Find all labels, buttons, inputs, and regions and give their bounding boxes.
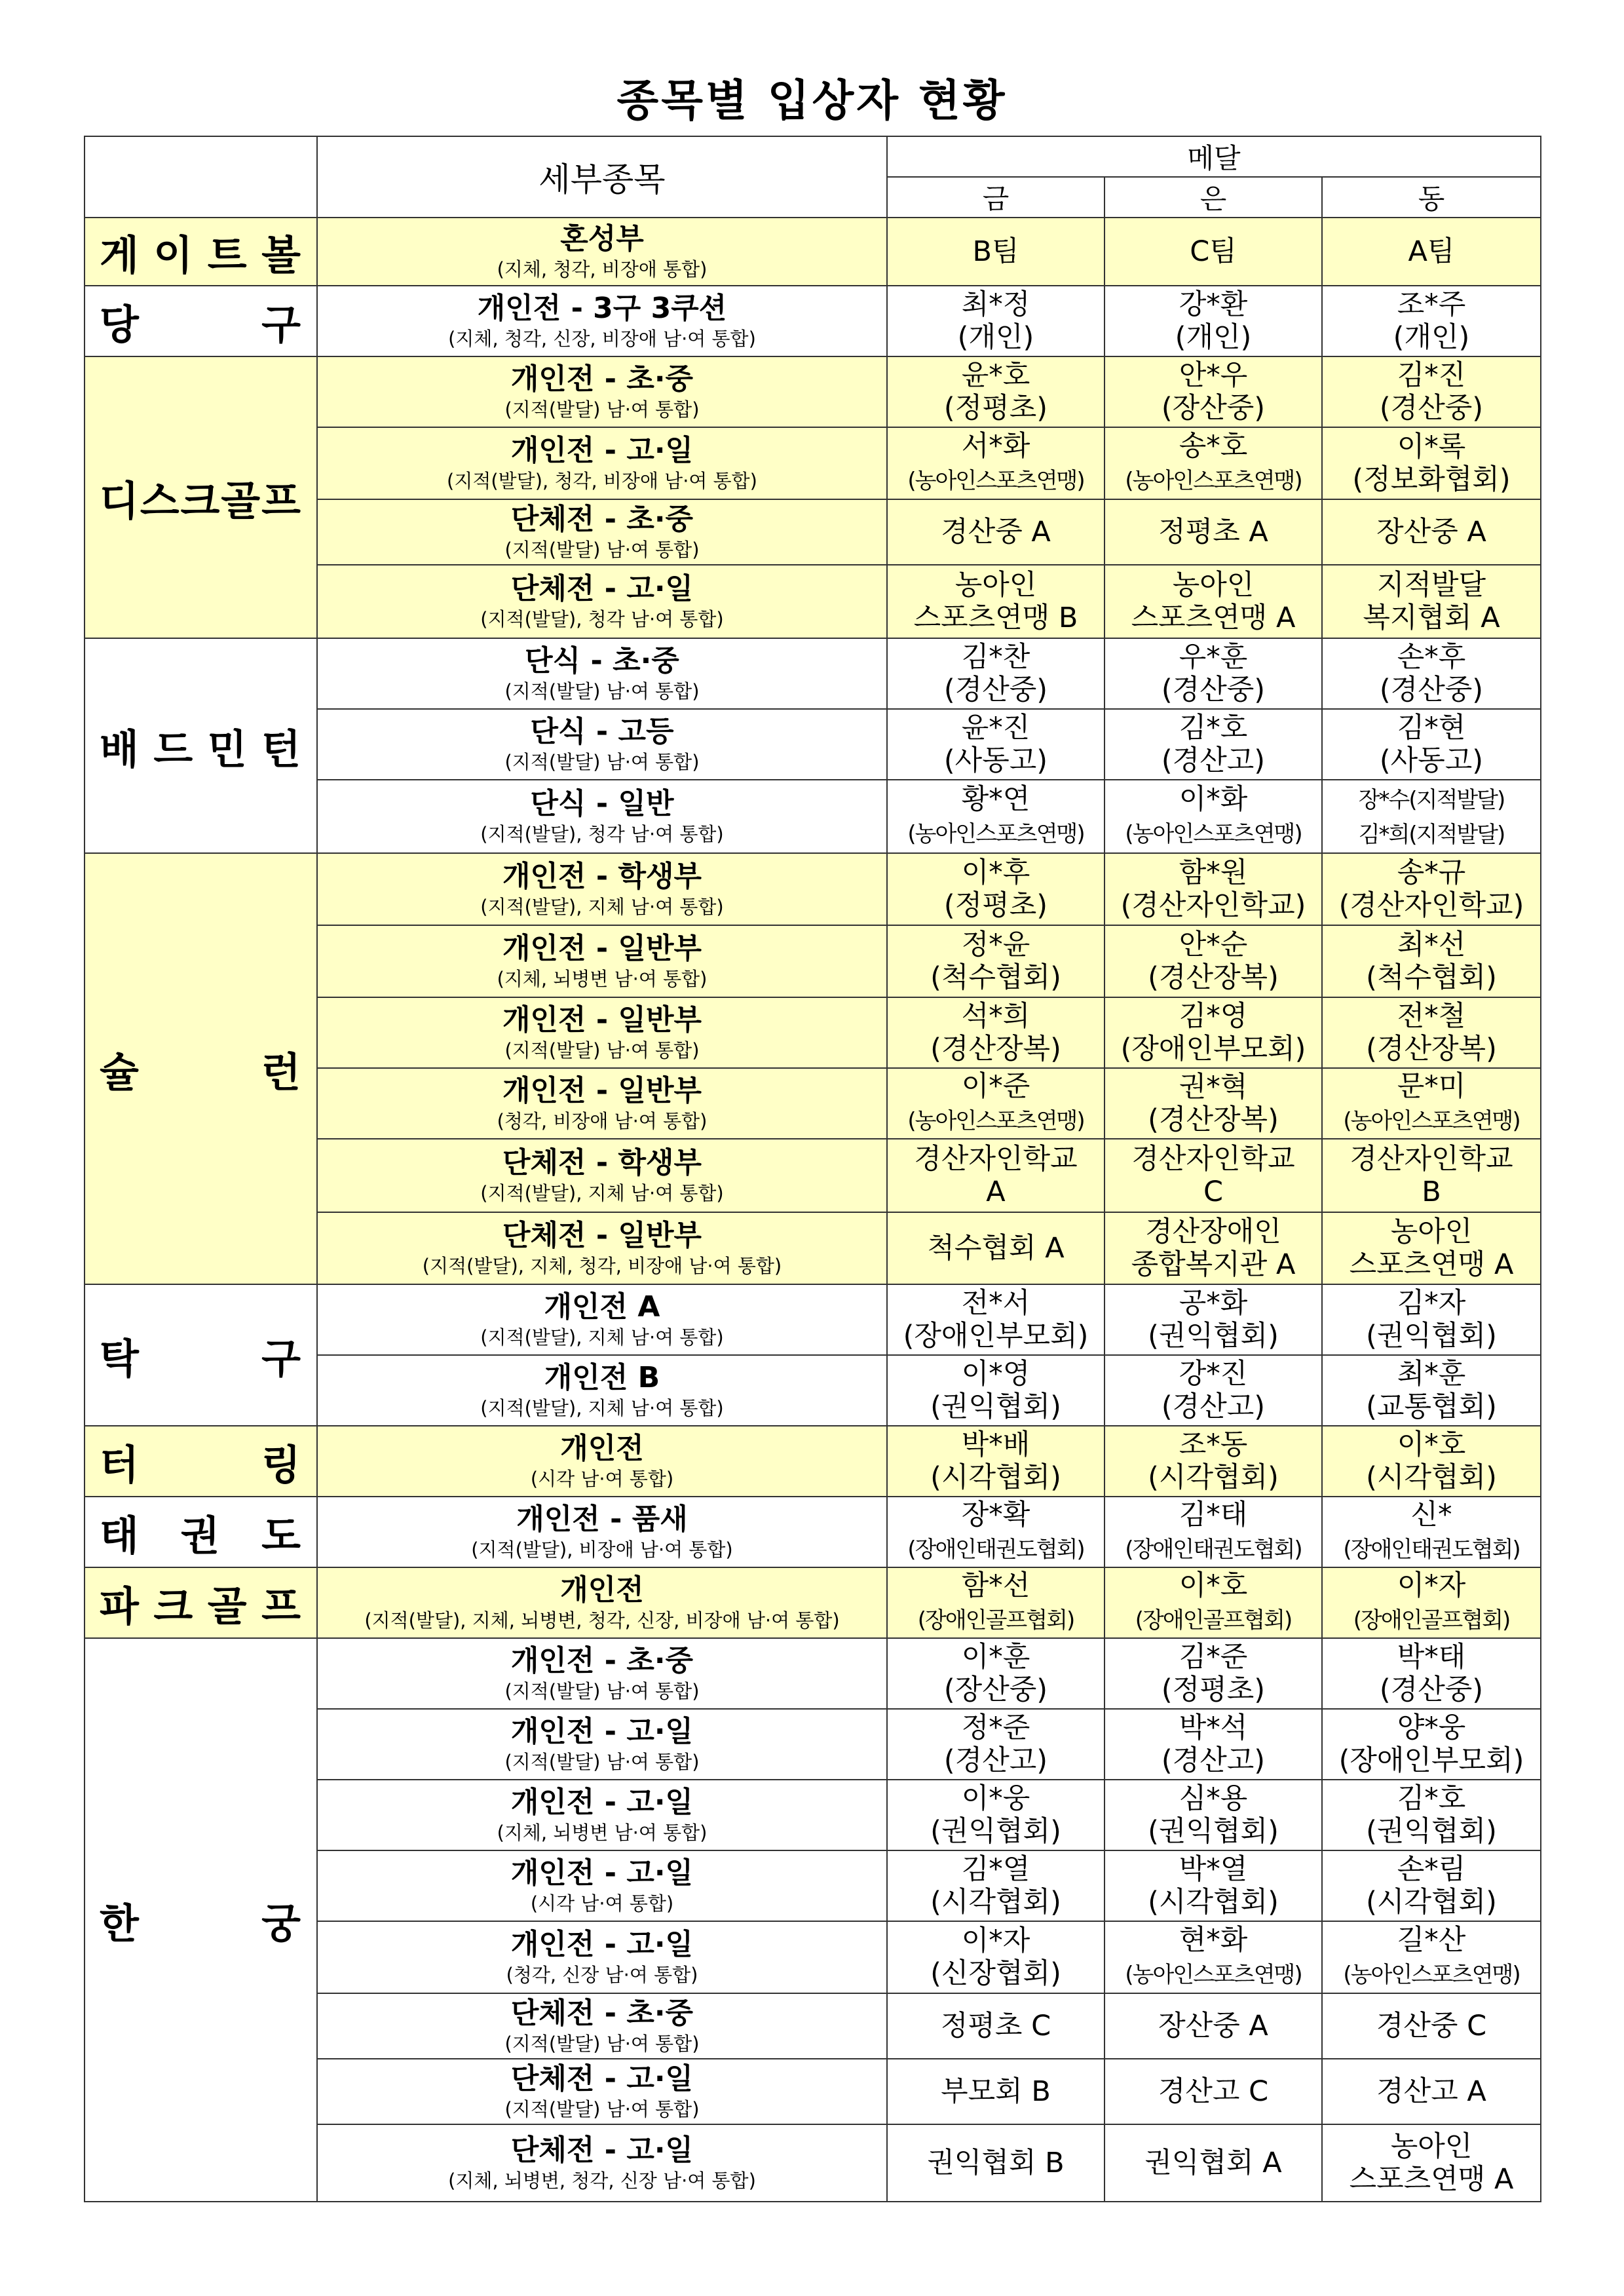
silver-medalist: 조*동 (시각협회) bbox=[1105, 1426, 1322, 1497]
bronze-medalist bbox=[1322, 1068, 1541, 1139]
event-cell bbox=[317, 853, 887, 925]
event-name: 개인전 - 품새 bbox=[516, 1502, 688, 1536]
sport-name-char: 크 bbox=[180, 476, 220, 525]
event-cell bbox=[317, 1497, 887, 1567]
bronze-medalist: 경산자인학교 B bbox=[1322, 1139, 1541, 1212]
medalist-line: 이*자 bbox=[1397, 1569, 1466, 1602]
sport-name-char: 도 bbox=[261, 1511, 301, 1559]
sport-name-char: 프 bbox=[261, 476, 301, 525]
medalist-line: (농아인스포츠연맹) bbox=[1125, 820, 1302, 847]
sport-name-char: 구 bbox=[261, 1334, 301, 1383]
gold-medalist: 권익협회 B bbox=[887, 2124, 1105, 2202]
event-eligibility-note: (지적(발달) 남·여 통합) bbox=[504, 1039, 700, 1062]
event-name: 개인전 B bbox=[544, 1361, 660, 1394]
event-eligibility-note: (지적(발달) 남·여 통합) bbox=[504, 2033, 700, 2055]
event-cell bbox=[317, 1426, 887, 1497]
sport-name-char: 배 bbox=[100, 725, 139, 773]
gold-medalist: 부모회 B bbox=[887, 2059, 1105, 2124]
table-body bbox=[85, 218, 1541, 2202]
header-bronze: 동 bbox=[1322, 177, 1541, 218]
gold-medalist: 김*찬 (경산중) bbox=[887, 638, 1105, 709]
gold-medalist: 석*희 (경산장복) bbox=[887, 997, 1105, 1068]
event-cell bbox=[317, 218, 887, 286]
event-name: 개인전 bbox=[560, 1432, 644, 1465]
medalist-line: (농아인스포츠연맹) bbox=[907, 1107, 1084, 1134]
sport-name bbox=[85, 1426, 317, 1497]
medalist-line: 이*호 bbox=[1179, 1569, 1248, 1602]
event-name: 단체전 - 초·중 bbox=[510, 1997, 694, 2030]
medalist-line: 이*준 bbox=[961, 1069, 1030, 1103]
sport-name-char: 드 bbox=[153, 725, 193, 773]
sport-name-char: 크 bbox=[153, 1582, 193, 1630]
gold-medalist bbox=[887, 1068, 1105, 1139]
medalist-line: (장애인태권도협회) bbox=[1343, 1536, 1520, 1563]
silver-medalist: 심*용 (권익협회) bbox=[1105, 1780, 1322, 1850]
gold-medalist bbox=[887, 780, 1105, 853]
table-row bbox=[85, 1638, 1541, 1709]
table-row bbox=[85, 853, 1541, 925]
event-eligibility-note: (지적(발달), 지체 남·여 통합) bbox=[480, 1182, 724, 1204]
gold-medalist bbox=[887, 1497, 1105, 1567]
bronze-medalist: 손*후 (경산중) bbox=[1322, 638, 1541, 709]
event-eligibility-note: (지적(발달), 청각 남·여 통합) bbox=[480, 823, 724, 845]
event-name: 단체전 - 고·일 bbox=[510, 2062, 694, 2095]
sport-name-char: 터 bbox=[100, 1440, 139, 1489]
event-name: 단식 - 일반 bbox=[530, 787, 674, 820]
bronze-medalist: 김*현 (사동고) bbox=[1322, 709, 1541, 780]
gold-medalist: 이*훈 (장산중) bbox=[887, 1638, 1105, 1709]
event-name: 단식 - 초·중 bbox=[525, 644, 679, 678]
gold-medalist: 경산중 A bbox=[887, 499, 1105, 565]
event-cell bbox=[317, 638, 887, 709]
medalist-line: (농아인스포츠연맹) bbox=[1343, 1107, 1520, 1134]
event-eligibility-note: (시각 남·여 통합) bbox=[530, 1892, 674, 1915]
event-cell bbox=[317, 1780, 887, 1850]
bronze-medalist: 이*록 (정보화협회) bbox=[1322, 427, 1541, 499]
sport-name-char: 골 bbox=[221, 476, 261, 525]
event-eligibility-note: (지체, 청각, 비장애 통합) bbox=[497, 258, 708, 280]
medalist-line: (농아인스포츠연맹) bbox=[1343, 1961, 1520, 1988]
sport-name-char: 프 bbox=[261, 1582, 301, 1630]
bronze-medalist: 양*웅 (장애인부모회) bbox=[1322, 1709, 1541, 1780]
gold-medalist: 최*정 (개인) bbox=[887, 286, 1105, 356]
sport-name-char: 민 bbox=[207, 725, 247, 773]
sport-name-char: 이 bbox=[153, 231, 193, 279]
medalist-line: (장애인태권도협회) bbox=[1125, 1536, 1302, 1563]
medalist-line: 장*확 bbox=[961, 1498, 1030, 1531]
event-cell bbox=[317, 1212, 887, 1284]
sport-name-char: 한 bbox=[100, 1899, 139, 1947]
silver-medalist bbox=[1105, 1921, 1322, 1993]
event-name: 개인전 - 초·중 bbox=[510, 362, 694, 396]
bronze-medalist: 이*호 (시각협회) bbox=[1322, 1426, 1541, 1497]
medalist-line: 장*수(지적발달) bbox=[1358, 787, 1505, 813]
event-name: 개인전 bbox=[560, 1573, 644, 1607]
gold-medalist: 정평초 C bbox=[887, 1993, 1105, 2059]
event-eligibility-note: (지적(발달) 남·여 통합) bbox=[504, 539, 700, 561]
bronze-medalist: 송*규 (경산자인학교) bbox=[1322, 853, 1541, 925]
event-cell bbox=[317, 1709, 887, 1780]
sport-name-char: 골 bbox=[207, 1582, 247, 1630]
sport-name-char: 런 bbox=[261, 1048, 301, 1096]
table-row bbox=[85, 1284, 1541, 1355]
silver-medalist: 함*원 (경산자인학교) bbox=[1105, 853, 1322, 925]
bronze-medalist bbox=[1322, 1921, 1541, 1993]
event-eligibility-note: (지체, 뇌병변, 청각, 신장 남·여 통합) bbox=[448, 2170, 756, 2192]
header-detail: 세부종목 bbox=[317, 136, 887, 218]
silver-medalist: 공*화 (권익협회) bbox=[1105, 1284, 1322, 1355]
silver-medalist bbox=[1105, 780, 1322, 853]
gold-medalist bbox=[887, 1567, 1105, 1638]
event-name: 개인전 - 고·일 bbox=[510, 1928, 694, 1961]
sport-name-char: 파 bbox=[100, 1582, 139, 1630]
bronze-medalist: 지적발달 복지협회 A bbox=[1322, 565, 1541, 638]
gold-medalist: 이*웅 (권익협회) bbox=[887, 1780, 1105, 1850]
event-eligibility-note: (지체, 뇌병변 남·여 통합) bbox=[497, 1822, 708, 1844]
event-cell bbox=[317, 1284, 887, 1355]
gold-medalist: 전*서 (장애인부모회) bbox=[887, 1284, 1105, 1355]
silver-medalist: 경산자인학교 C bbox=[1105, 1139, 1322, 1212]
medalist-line: 황*연 bbox=[961, 782, 1030, 816]
sport-name-char: 탁 bbox=[100, 1334, 139, 1383]
medalist-line: (장애인태권도협회) bbox=[907, 1536, 1084, 1563]
event-cell bbox=[317, 2124, 887, 2202]
table-row bbox=[85, 286, 1541, 356]
event-eligibility-note: (지적(발달) 남·여 통합) bbox=[504, 680, 700, 702]
medalist-line: 문*미 bbox=[1397, 1069, 1466, 1103]
silver-medalist: 박*석 (경산고) bbox=[1105, 1709, 1322, 1780]
sport-name-char: 턴 bbox=[261, 725, 301, 773]
sport-name bbox=[85, 1497, 317, 1567]
sport-name bbox=[85, 356, 317, 638]
gold-medalist: 윤*호 (정평초) bbox=[887, 356, 1105, 427]
sport-name bbox=[85, 218, 317, 286]
event-cell bbox=[317, 780, 887, 853]
event-eligibility-note: (지적(발달), 청각 남·여 통합) bbox=[480, 608, 724, 630]
medalist-line: (장애인골프협회) bbox=[917, 1607, 1074, 1634]
event-name: 개인전 - 일반부 bbox=[502, 932, 702, 965]
silver-medalist bbox=[1105, 1567, 1322, 1638]
table-row bbox=[85, 1497, 1541, 1567]
bronze-medalist: 최*선 (척수협회) bbox=[1322, 925, 1541, 997]
bronze-medalist bbox=[1322, 1567, 1541, 1638]
event-eligibility-note: (지체, 청각, 신장, 비장애 남·여 통합) bbox=[448, 328, 756, 350]
gold-medalist: 경산자인학교 A bbox=[887, 1139, 1105, 1212]
silver-medalist: 안*우 (장산중) bbox=[1105, 356, 1322, 427]
bronze-medalist: 농아인 스포츠연맹 A bbox=[1322, 2124, 1541, 2202]
gold-medalist: 이*자 (신장협회) bbox=[887, 1921, 1105, 1993]
medalist-line: 함*선 bbox=[961, 1569, 1030, 1602]
event-name: 개인전 - 3구 3쿠션 bbox=[477, 292, 727, 325]
event-name: 개인전 - 학생부 bbox=[502, 860, 702, 893]
event-name: 개인전 - 일반부 bbox=[502, 1074, 702, 1107]
event-eligibility-note: (지적(발달) 남·여 통합) bbox=[504, 2098, 700, 2120]
medalist-line: 신* bbox=[1410, 1498, 1452, 1531]
silver-medalist: 경산장애인 종합복지관 A bbox=[1105, 1212, 1322, 1284]
medalist-line: (농아인스포츠연맹) bbox=[1125, 1961, 1302, 1988]
silver-medalist: C팀 bbox=[1105, 218, 1322, 286]
event-name: 개인전 A bbox=[544, 1290, 660, 1324]
event-cell bbox=[317, 499, 887, 565]
silver-medalist: 안*순 (경산장복) bbox=[1105, 925, 1322, 997]
event-cell bbox=[317, 1567, 887, 1638]
event-cell bbox=[317, 997, 887, 1068]
medalist-line: 김*태 bbox=[1179, 1498, 1248, 1531]
bronze-medalist: 경산고 A bbox=[1322, 2059, 1541, 2124]
medal-table bbox=[84, 136, 1541, 2202]
silver-medalist: 정평초 A bbox=[1105, 499, 1322, 565]
silver-medalist: 우*훈 (경산중) bbox=[1105, 638, 1322, 709]
silver-medalist: 권*혁 (경산장복) bbox=[1105, 1068, 1322, 1139]
table-row bbox=[85, 218, 1541, 286]
medalist-line: 현*화 bbox=[1179, 1923, 1248, 1957]
gold-medalist: 이*영 (권익협회) bbox=[887, 1355, 1105, 1426]
event-cell bbox=[317, 1850, 887, 1921]
event-cell bbox=[317, 427, 887, 499]
gold-medalist: 농아인 스포츠연맹 B bbox=[887, 565, 1105, 638]
sport-name-char: 태 bbox=[100, 1511, 139, 1559]
event-name: 단체전 - 초·중 bbox=[510, 503, 694, 536]
medalist-line: 이*화 bbox=[1179, 782, 1248, 816]
event-eligibility-note: (시각 남·여 통합) bbox=[530, 1468, 674, 1490]
event-name: 단식 - 고등 bbox=[530, 715, 674, 748]
gold-medalist: 윤*진 (사동고) bbox=[887, 709, 1105, 780]
gold-medalist: 척수협회 A bbox=[887, 1212, 1105, 1284]
event-eligibility-note: (지적(발달), 비장애 남·여 통합) bbox=[471, 1539, 733, 1561]
bronze-medalist: 조*주 (개인) bbox=[1322, 286, 1541, 356]
sport-name bbox=[85, 1567, 317, 1638]
medalist-line: 김*희(지적발달) bbox=[1358, 822, 1505, 848]
sport-name-char: 권 bbox=[180, 1511, 220, 1559]
gold-medalist: 정*윤 (척수협회) bbox=[887, 925, 1105, 997]
event-cell bbox=[317, 1921, 887, 1993]
event-cell bbox=[317, 1068, 887, 1139]
medalist-line: (농아인스포츠연맹) bbox=[907, 467, 1084, 494]
sport-name bbox=[85, 1638, 317, 2202]
event-cell bbox=[317, 1993, 887, 2059]
event-eligibility-note: (지적(발달), 지체, 청각, 비장애 남·여 통합) bbox=[422, 1255, 782, 1277]
event-cell bbox=[317, 1139, 887, 1212]
silver-medalist bbox=[1105, 1497, 1322, 1567]
event-eligibility-note: (지적(발달) 남·여 통합) bbox=[504, 1680, 700, 1702]
event-cell bbox=[317, 925, 887, 997]
silver-medalist bbox=[1105, 427, 1322, 499]
silver-medalist: 경산고 C bbox=[1105, 2059, 1322, 2124]
medalist-line: (농아인스포츠연맹) bbox=[1125, 467, 1302, 494]
event-eligibility-note: (지적(발달), 청각, 비장애 남·여 통합) bbox=[447, 470, 757, 492]
event-name: 개인전 - 초·중 bbox=[510, 1644, 694, 1677]
header-silver: 은 bbox=[1105, 177, 1322, 218]
silver-medalist: 농아인 스포츠연맹 A bbox=[1105, 565, 1322, 638]
sport-name-char: 링 bbox=[261, 1440, 301, 1489]
bronze-medalist: 김*호 (권익협회) bbox=[1322, 1780, 1541, 1850]
event-name: 개인전 - 고·일 bbox=[510, 434, 694, 467]
sport-name bbox=[85, 1284, 317, 1426]
medalist-line: (농아인스포츠연맹) bbox=[907, 820, 1084, 847]
silver-medalist: 김*영 (장애인부모회) bbox=[1105, 997, 1322, 1068]
event-eligibility-note: (지체, 뇌병변 남·여 통합) bbox=[497, 968, 708, 990]
bronze-medalist: 장산중 A bbox=[1322, 499, 1541, 565]
event-cell bbox=[317, 1638, 887, 1709]
sport-name bbox=[85, 286, 317, 356]
sport-name-char: 스 bbox=[140, 476, 179, 525]
bronze-medalist: 최*훈 (교통협회) bbox=[1322, 1355, 1541, 1426]
event-name: 단체전 - 고·일 bbox=[510, 2133, 694, 2167]
bronze-medalist: 농아인 스포츠연맹 A bbox=[1322, 1212, 1541, 1284]
sport-name-char: 궁 bbox=[261, 1899, 301, 1947]
event-cell bbox=[317, 356, 887, 427]
bronze-medalist: 김*자 (권익협회) bbox=[1322, 1284, 1541, 1355]
medalist-line: (장애인골프협회) bbox=[1353, 1607, 1510, 1634]
sport-name-char: 구 bbox=[261, 300, 301, 349]
bronze-medalist: 손*림 (시각협회) bbox=[1322, 1850, 1541, 1921]
sport-name-char: 볼 bbox=[261, 231, 301, 279]
event-name: 개인전 - 고·일 bbox=[510, 1856, 694, 1890]
bronze-medalist: 전*철 (경산장복) bbox=[1322, 997, 1541, 1068]
event-cell bbox=[317, 1355, 887, 1426]
gold-medalist: 정*준 (경산고) bbox=[887, 1709, 1105, 1780]
event-cell bbox=[317, 286, 887, 356]
event-name: 개인전 - 고·일 bbox=[510, 1715, 694, 1748]
silver-medalist: 권익협회 A bbox=[1105, 2124, 1322, 2202]
table-row bbox=[85, 356, 1541, 427]
silver-medalist: 강*환 (개인) bbox=[1105, 286, 1322, 356]
event-cell bbox=[317, 565, 887, 638]
bronze-medalist bbox=[1322, 780, 1541, 853]
bronze-medalist: 김*진 (경산중) bbox=[1322, 356, 1541, 427]
bronze-medalist bbox=[1322, 1497, 1541, 1567]
event-name: 단체전 - 일반부 bbox=[502, 1219, 702, 1252]
silver-medalist: 김*준 (정평초) bbox=[1105, 1638, 1322, 1709]
medalist-line: 길*산 bbox=[1397, 1923, 1466, 1957]
table-row bbox=[85, 1567, 1541, 1638]
table-row bbox=[85, 638, 1541, 709]
event-name: 단체전 - 학생부 bbox=[502, 1146, 702, 1179]
bronze-medalist: A팀 bbox=[1322, 218, 1541, 286]
event-eligibility-note: (지적(발달), 지체 남·여 통합) bbox=[480, 896, 724, 918]
event-eligibility-note: (지적(발달), 지체 남·여 통합) bbox=[480, 1397, 724, 1419]
sport-name-char: 게 bbox=[100, 231, 139, 279]
silver-medalist: 강*진 (경산고) bbox=[1105, 1355, 1322, 1426]
header-medal: 메달 bbox=[887, 136, 1541, 177]
event-eligibility-note: (지적(발달), 지체, 뇌병변, 청각, 신장, 비장애 남·여 통합) bbox=[364, 1609, 840, 1632]
bronze-medalist: 박*태 (경산중) bbox=[1322, 1638, 1541, 1709]
gold-medalist: B팀 bbox=[887, 218, 1105, 286]
sport-name-char: 트 bbox=[207, 231, 247, 279]
bronze-medalist: 경산중 C bbox=[1322, 1993, 1541, 2059]
sport-name bbox=[85, 853, 317, 1284]
gold-medalist: 이*후 (정평초) bbox=[887, 853, 1105, 925]
sport-name-char: 슐 bbox=[100, 1048, 139, 1096]
silver-medalist: 박*열 (시각협회) bbox=[1105, 1850, 1322, 1921]
event-name: 혼성부 bbox=[560, 222, 644, 256]
event-eligibility-note: (지적(발달) 남·여 통합) bbox=[504, 398, 700, 421]
silver-medalist: 김*호 (경산고) bbox=[1105, 709, 1322, 780]
medalist-line: 송*호 bbox=[1179, 429, 1248, 463]
sport-name bbox=[85, 638, 317, 853]
gold-medalist bbox=[887, 427, 1105, 499]
event-name: 단체전 - 고·일 bbox=[510, 572, 694, 605]
table-row bbox=[85, 1426, 1541, 1497]
header-gold: 금 bbox=[887, 177, 1105, 218]
event-name: 개인전 - 일반부 bbox=[502, 1003, 702, 1037]
gold-medalist: 박*배 (시각협회) bbox=[887, 1426, 1105, 1497]
silver-medalist: 장산중 A bbox=[1105, 1993, 1322, 2059]
medalist-line: 서*화 bbox=[961, 429, 1030, 463]
event-eligibility-note: (지적(발달), 지체 남·여 통합) bbox=[480, 1326, 724, 1349]
gold-medalist: 김*열 (시각협회) bbox=[887, 1850, 1105, 1921]
event-eligibility-note: (지적(발달) 남·여 통합) bbox=[504, 751, 700, 773]
event-cell bbox=[317, 2059, 887, 2124]
event-eligibility-note: (청각, 신장 남·여 통합) bbox=[506, 1964, 698, 1986]
event-eligibility-note: (지적(발달) 남·여 통합) bbox=[504, 1751, 700, 1773]
event-cell bbox=[317, 709, 887, 780]
header-blank-cell bbox=[85, 136, 317, 218]
sport-name-char: 디 bbox=[100, 476, 139, 525]
page-title: 종목별 입상자 현황 bbox=[616, 75, 1008, 126]
event-name: 개인전 - 고·일 bbox=[510, 1786, 694, 1819]
medalist-line: (장애인골프협회) bbox=[1135, 1607, 1292, 1634]
event-eligibility-note: (청각, 비장애 남·여 통합) bbox=[497, 1110, 708, 1132]
sport-name-char: 당 bbox=[100, 300, 139, 349]
